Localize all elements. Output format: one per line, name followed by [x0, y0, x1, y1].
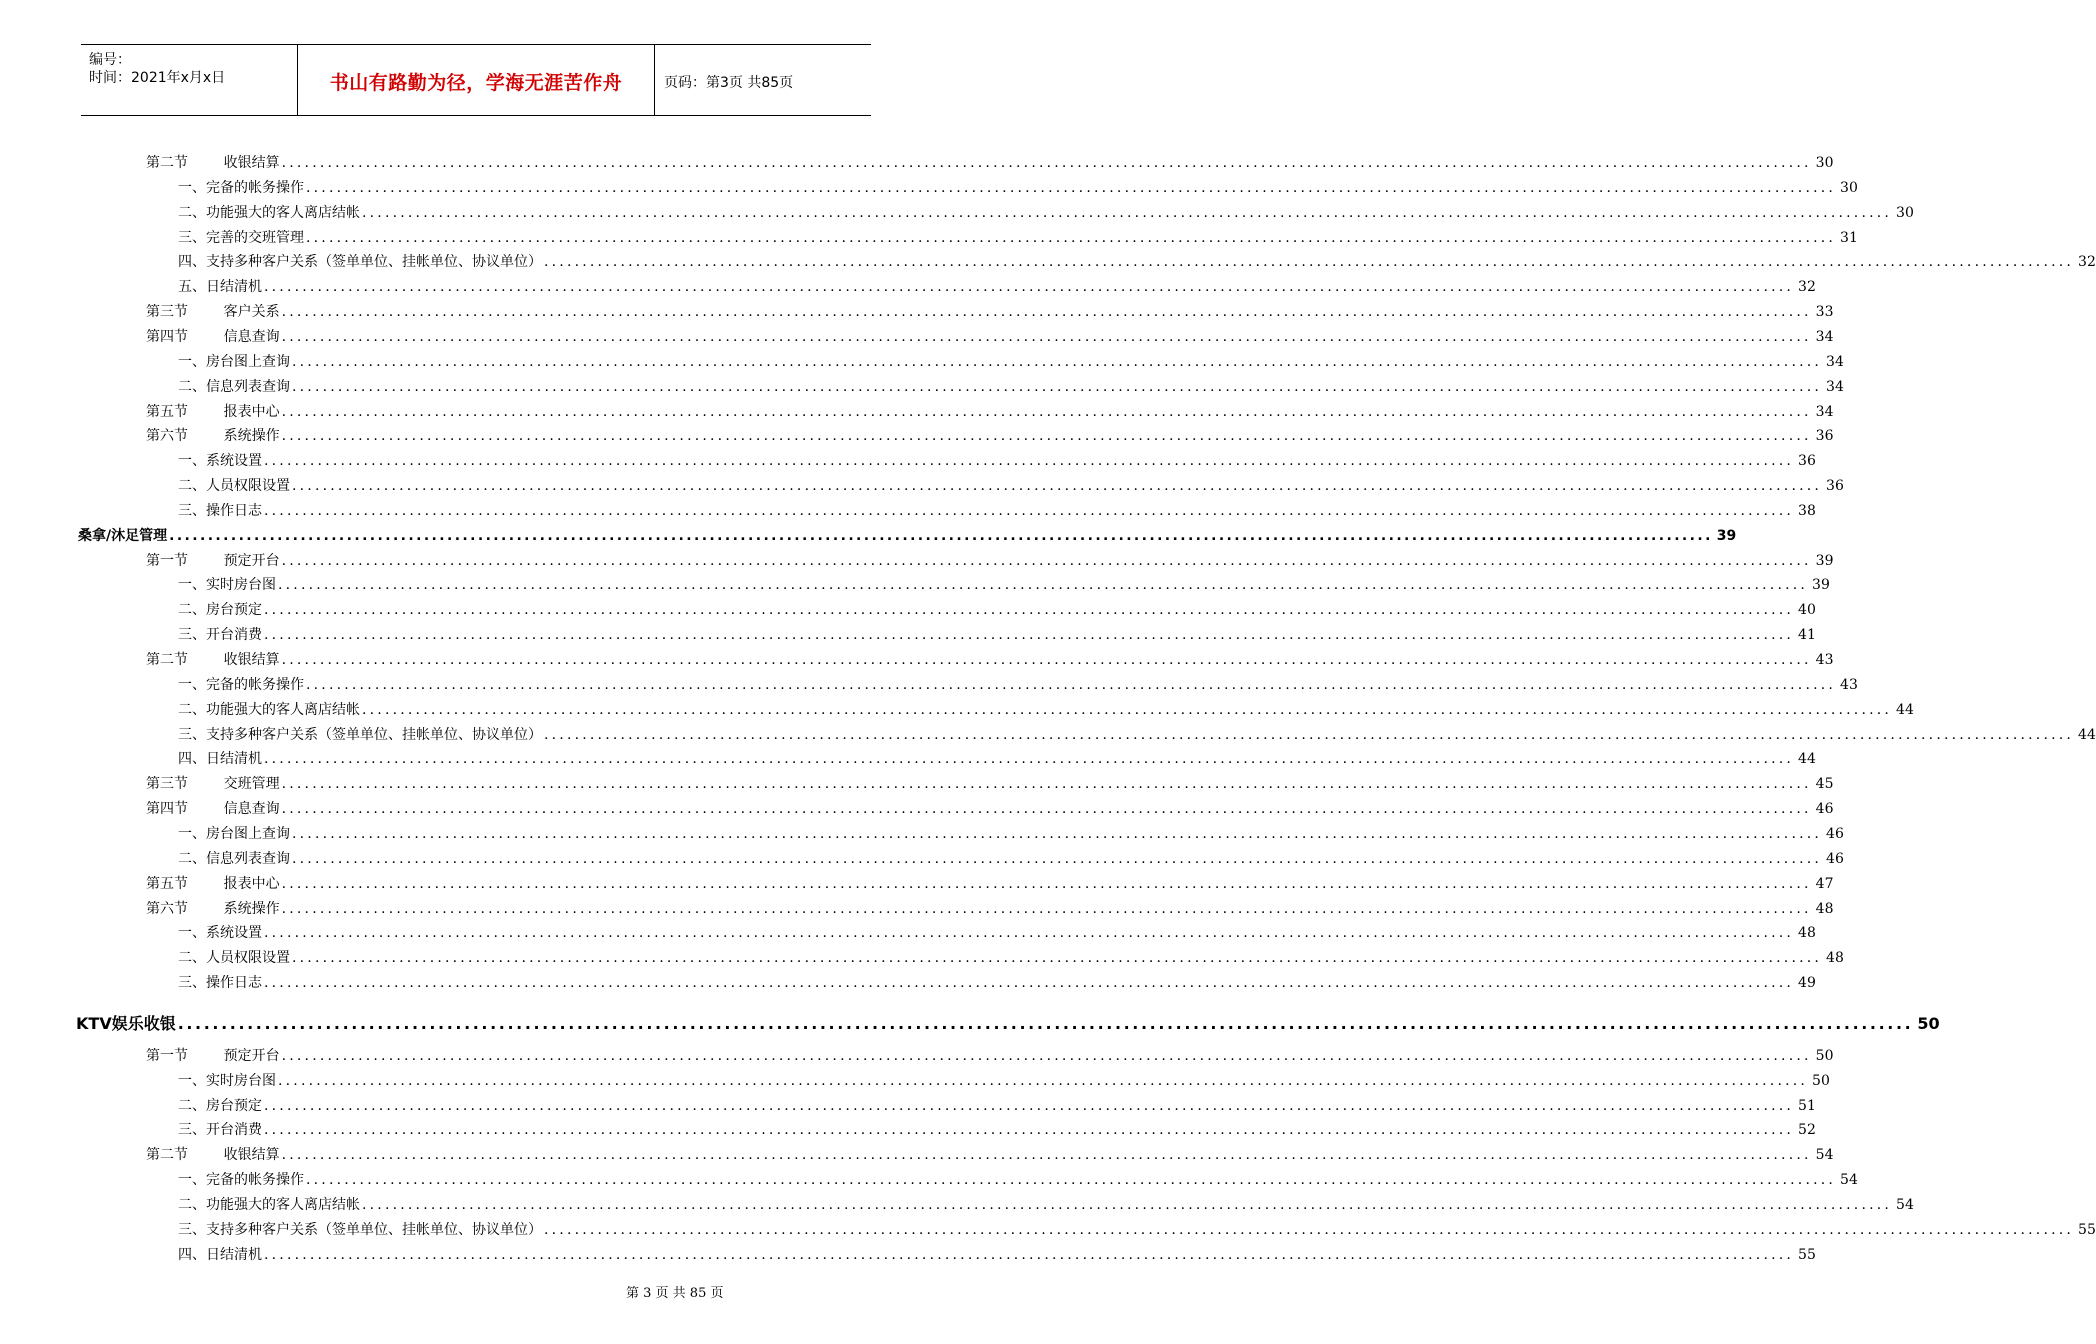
- toc-entry-title: KTV娱乐收银: [76, 1013, 176, 1033]
- toc-entry-title: 第三节 客户关系: [146, 304, 280, 321]
- toc-dot-leader: ........................................................................................................................................................................................................: [306, 676, 1837, 693]
- toc-entry-title: 第五节 报表中心: [146, 403, 280, 420]
- toc-section[interactable]: [146, 772, 1834, 794]
- toc-page-number: 46: [1826, 825, 1844, 842]
- toc-page-number: 45: [1815, 776, 1834, 793]
- toc-dot-leader: ........................................................................................................................................................................................................: [264, 502, 1795, 519]
- toc-page-number: 46: [1815, 801, 1834, 818]
- toc-dot-leader: ........................................................................................................................................................................................................: [278, 577, 1809, 594]
- toc-entry-title: 三、操作日志: [178, 975, 262, 992]
- toc-entry-title: 二、人员权限设置: [178, 478, 290, 495]
- toc-section[interactable]: [146, 872, 1834, 894]
- toc-page-number: 36: [1798, 453, 1816, 470]
- toc-entry-title: 第六节 系统操作: [146, 428, 280, 445]
- toc-section[interactable]: [146, 648, 1834, 670]
- toc-page-number: 39: [1815, 552, 1834, 569]
- toc-page-number: 54: [1896, 1197, 1914, 1213]
- toc-page-number: 32: [2078, 254, 2096, 271]
- toc-entry-title: 二、功能强大的客人离店结帐: [178, 204, 360, 221]
- toc-entry-title: 一、系统设置: [178, 453, 262, 470]
- toc-page-number: 40: [1798, 602, 1816, 619]
- toc-page-number: 55: [1798, 1246, 1816, 1263]
- toc-item[interactable]: [178, 847, 1844, 869]
- toc-dot-leader: ........................................................................................................................................................................................................: [281, 428, 1812, 445]
- toc-item[interactable]: [178, 573, 1830, 595]
- toc-page-number: 51: [1798, 1097, 1816, 1114]
- toc-page-number: 43: [1815, 652, 1834, 668]
- header-motto: 书山有路勤为径，学海无涯苦作舟: [329, 72, 623, 94]
- toc-page-number: 34: [1815, 328, 1834, 345]
- toc-dot-leader: ........................................................................................................................................................................................................: [281, 652, 1812, 668]
- toc-entry-title: 二、功能强大的客人离店结帐: [178, 1197, 360, 1213]
- toc-dot-leader: ........................................................................................................................................................................................................: [281, 1047, 1812, 1064]
- toc-page-number: 31: [1840, 229, 1858, 246]
- toc-item[interactable]: [178, 747, 1816, 769]
- toc-item[interactable]: [178, 822, 1844, 844]
- toc-entry-title: 一、完备的帐务操作: [178, 1172, 304, 1189]
- toc-dot-leader: ........................................................................................................................................................................................................: [264, 751, 1795, 768]
- toc-dot-leader: ........................................................................................................................................................................................................: [306, 1172, 1837, 1189]
- toc-section[interactable]: [146, 151, 1834, 173]
- toc-item[interactable]: [178, 673, 1858, 695]
- toc-page-number: 30: [1896, 204, 1914, 221]
- toc-dot-leader: ........................................................................................................................................................................................................: [292, 353, 1823, 370]
- toc-entry-title: 四、支持多种客户关系（签单单位、挂帐单位、协议单位）: [178, 254, 542, 271]
- toc-dot-leader: ........................................................................................................................................................................................................: [264, 1246, 1795, 1263]
- toc-item[interactable]: [178, 921, 1816, 943]
- toc-item[interactable]: [178, 499, 1816, 521]
- toc-section[interactable]: [146, 549, 1834, 571]
- document-time-label: 时间：2021年x月x日: [89, 70, 226, 86]
- toc-item[interactable]: [178, 350, 1844, 372]
- toc-item[interactable]: [178, 176, 1858, 198]
- toc-dot-leader: ........................................................................................................................................................................................................: [362, 1197, 1893, 1213]
- toc-dot-leader: ........................................................................................................................................................................................................: [292, 478, 1823, 495]
- toc-page-number: 48: [1815, 900, 1834, 917]
- toc-dot-leader: ........................................................................................................................................................................................................: [281, 304, 1812, 321]
- toc-page-number: 55: [2078, 1221, 2096, 1238]
- toc-entry-title: 一、实时房台图: [178, 1072, 276, 1089]
- toc-page-number: 34: [1815, 403, 1834, 420]
- toc-entry-title: 二、功能强大的客人离店结帐: [178, 701, 360, 718]
- toc-entry-title: 第四节 信息查询: [146, 801, 280, 818]
- toc-item[interactable]: [178, 723, 2096, 745]
- toc-dot-leader: ........................................................................................................................................................................................................: [281, 328, 1812, 345]
- toc-entry-title: 三、操作日志: [178, 502, 262, 519]
- toc-dot-leader: ........................................................................................................................................................................................................: [292, 378, 1823, 395]
- toc-dot-leader: ........................................................................................................................................................................................................: [281, 801, 1812, 818]
- toc-dot-leader: ........................................................................................................................................................................................................: [264, 1097, 1795, 1114]
- toc-dot-leader: ........................................................................................................................................................................................................: [544, 1221, 2075, 1238]
- toc-page-number: 38: [1798, 502, 1816, 519]
- toc-page-number: 39: [1812, 577, 1830, 594]
- toc-entry-title: 第二节 收银结算: [146, 155, 280, 171]
- toc-entry-title: 一、完备的帐务操作: [178, 676, 304, 693]
- toc-page-number: 44: [2078, 726, 2096, 743]
- toc-page-number: 44: [1896, 701, 1914, 718]
- toc-entry-title: 第二节 收银结算: [146, 652, 280, 668]
- document-number-label: 编号：: [89, 52, 131, 68]
- toc-page-number: 46: [1826, 850, 1844, 867]
- toc-dot-leader: ........................................................................................................................................................................................................: [281, 155, 1812, 171]
- toc-section[interactable]: [146, 1143, 1834, 1165]
- toc-dot-leader: ........................................................................................................................................................................................................: [281, 900, 1812, 917]
- toc-item[interactable]: [178, 598, 1816, 620]
- toc-dot-leader: ........................................................................................................................................................................................................: [169, 527, 1713, 544]
- toc-dot-leader: ........................................................................................................................................................................................................: [264, 602, 1795, 619]
- toc-dot-leader: ........................................................................................................................................................................................................: [292, 825, 1823, 842]
- toc-item[interactable]: [178, 1193, 1914, 1215]
- toc-item[interactable]: [178, 1069, 1830, 1091]
- toc-page-number: 30: [1815, 155, 1834, 171]
- toc-dot-leader: ........................................................................................................................................................................................................: [264, 925, 1795, 942]
- toc-dot-leader: ........................................................................................................................................................................................................: [292, 850, 1823, 867]
- toc-item[interactable]: [178, 971, 1816, 993]
- toc-page-number: 47: [1815, 875, 1834, 892]
- toc-dot-leader: ........................................................................................................................................................................................................: [264, 627, 1795, 644]
- toc-dot-leader: ........................................................................................................................................................................................................: [264, 279, 1795, 296]
- toc-dot-leader: ........................................................................................................................................................................................................: [281, 552, 1812, 569]
- toc-section[interactable]: [146, 300, 1834, 322]
- toc-entry-title: 第一节 预定开台: [146, 1047, 280, 1064]
- toc-entry-title: 一、完备的帐务操作: [178, 179, 304, 196]
- toc-page-number: 39: [1716, 527, 1737, 544]
- toc-entry-title: 三、完善的交班管理: [178, 229, 304, 246]
- toc-section[interactable]: [146, 325, 1834, 347]
- toc-page-number: 48: [1826, 950, 1844, 967]
- toc-entry-title: 一、房台图上查询: [178, 825, 290, 842]
- toc-dot-leader: ........................................................................................................................................................................................................: [362, 701, 1893, 718]
- header-page-info: 页码：第3页 共85页: [664, 75, 794, 91]
- page-footer: 第 3 页 共 85 页: [626, 1286, 724, 1301]
- toc-entry-title: 三、开台消费: [178, 627, 262, 644]
- toc-item[interactable]: [178, 1094, 1816, 1116]
- toc-entry-title: 第四节 信息查询: [146, 328, 280, 345]
- toc-page-number: 34: [1826, 378, 1844, 395]
- toc-dot-leader: ........................................................................................................................................................................................................: [177, 1013, 1914, 1033]
- toc-entry-title: 二、房台预定: [178, 602, 262, 619]
- toc-item[interactable]: [178, 250, 2096, 272]
- toc-entry-title: 三、开台消费: [178, 1122, 262, 1139]
- toc-page-number: 32: [1798, 279, 1816, 296]
- toc-dot-leader: ........................................................................................................................................................................................................: [264, 975, 1795, 992]
- toc-entry-title: 第三节 交班管理: [146, 776, 280, 793]
- toc-page-number: 50: [1815, 1047, 1834, 1064]
- toc-page-number: 50: [1917, 1013, 1940, 1033]
- toc-entry-title: 五、日结清机: [178, 279, 262, 296]
- toc-dot-leader: ........................................................................................................................................................................................................: [544, 726, 2075, 743]
- toc-dot-leader: ........................................................................................................................................................................................................: [264, 1122, 1795, 1139]
- toc-dot-leader: ........................................................................................................................................................................................................: [362, 204, 1893, 221]
- toc-page-number: 36: [1826, 478, 1844, 495]
- toc-page-number: 49: [1798, 975, 1816, 992]
- toc-page-number: 41: [1798, 627, 1816, 644]
- toc-item[interactable]: [178, 1118, 1816, 1140]
- toc-item[interactable]: [178, 1218, 2096, 1240]
- toc-item[interactable]: [178, 375, 1844, 397]
- toc-item[interactable]: [178, 1243, 1816, 1265]
- toc-dot-leader: ........................................................................................................................................................................................................: [278, 1072, 1809, 1089]
- toc-page-number: 52: [1798, 1122, 1816, 1139]
- toc-item[interactable]: [178, 226, 1858, 248]
- toc-item[interactable]: [178, 275, 1816, 297]
- toc-page-number: 36: [1815, 428, 1834, 445]
- toc-item[interactable]: [178, 698, 1914, 720]
- toc-entry-title: 第二节 收银结算: [146, 1147, 280, 1164]
- toc-item[interactable]: [178, 1168, 1858, 1190]
- toc-item[interactable]: [178, 201, 1914, 223]
- toc-page-number: 43: [1840, 676, 1858, 693]
- toc-page-number: 33: [1815, 304, 1834, 321]
- toc-section[interactable]: [146, 797, 1834, 819]
- toc-dot-leader: ........................................................................................................................................................................................................: [292, 950, 1823, 967]
- toc-page-number: 54: [1840, 1172, 1858, 1189]
- toc-dot-leader: ........................................................................................................................................................................................................: [281, 875, 1812, 892]
- toc-entry-title: 二、信息列表查询: [178, 378, 290, 395]
- toc-page-number: 30: [1840, 179, 1858, 196]
- toc-page-number: 48: [1798, 925, 1816, 942]
- toc-item[interactable]: [178, 474, 1844, 496]
- toc-entry-title: 二、房台预定: [178, 1097, 262, 1114]
- toc-item[interactable]: [178, 449, 1816, 471]
- toc-dot-leader: ........................................................................................................................................................................................................: [264, 453, 1795, 470]
- toc-entry-title: 二、信息列表查询: [178, 850, 290, 867]
- toc-dot-leader: ........................................................................................................................................................................................................: [281, 776, 1812, 793]
- toc-entry-title: 一、系统设置: [178, 925, 262, 942]
- toc-entry-title: 一、实时房台图: [178, 577, 276, 594]
- toc-page-number: 34: [1826, 353, 1844, 370]
- toc-section[interactable]: [146, 424, 1834, 446]
- toc-dot-leader: ........................................................................................................................................................................................................: [306, 229, 1837, 246]
- toc-chapter[interactable]: [76, 1012, 1940, 1034]
- toc-entry-title: 三、支持多种客户关系（签单单位、挂帐单位、协议单位）: [178, 1221, 542, 1238]
- toc-entry-title: 一、房台图上查询: [178, 353, 290, 370]
- toc-section[interactable]: [146, 1044, 1834, 1066]
- toc-entry-title: 三、支持多种客户关系（签单单位、挂帐单位、协议单位）: [178, 726, 542, 743]
- toc-page-number: 50: [1812, 1072, 1830, 1089]
- toc-entry-title: 桑拿/沐足管理: [78, 527, 168, 544]
- toc-page-number: 44: [1798, 751, 1816, 768]
- toc-section[interactable]: [146, 400, 1834, 422]
- toc-dot-leader: ........................................................................................................................................................................................................: [281, 1147, 1812, 1164]
- toc-page-number: 54: [1815, 1147, 1834, 1164]
- toc-entry-title: 二、人员权限设置: [178, 950, 290, 967]
- toc-dot-leader: ........................................................................................................................................................................................................: [306, 179, 1837, 196]
- toc-item[interactable]: [178, 623, 1816, 645]
- toc-dot-leader: ........................................................................................................................................................................................................: [544, 254, 2075, 271]
- toc-entry-title: 四、日结清机: [178, 751, 262, 768]
- toc-entry-title: 第六节 系统操作: [146, 900, 280, 917]
- toc-entry-title: 第一节 预定开台: [146, 552, 280, 569]
- toc-item[interactable]: [178, 946, 1844, 968]
- toc-section[interactable]: [146, 897, 1834, 919]
- toc-entry-title: 第五节 报表中心: [146, 875, 280, 892]
- toc-entry-title: 四、日结清机: [178, 1246, 262, 1263]
- toc-dot-leader: ........................................................................................................................................................................................................: [281, 403, 1812, 420]
- toc-chapter[interactable]: [78, 524, 1737, 546]
